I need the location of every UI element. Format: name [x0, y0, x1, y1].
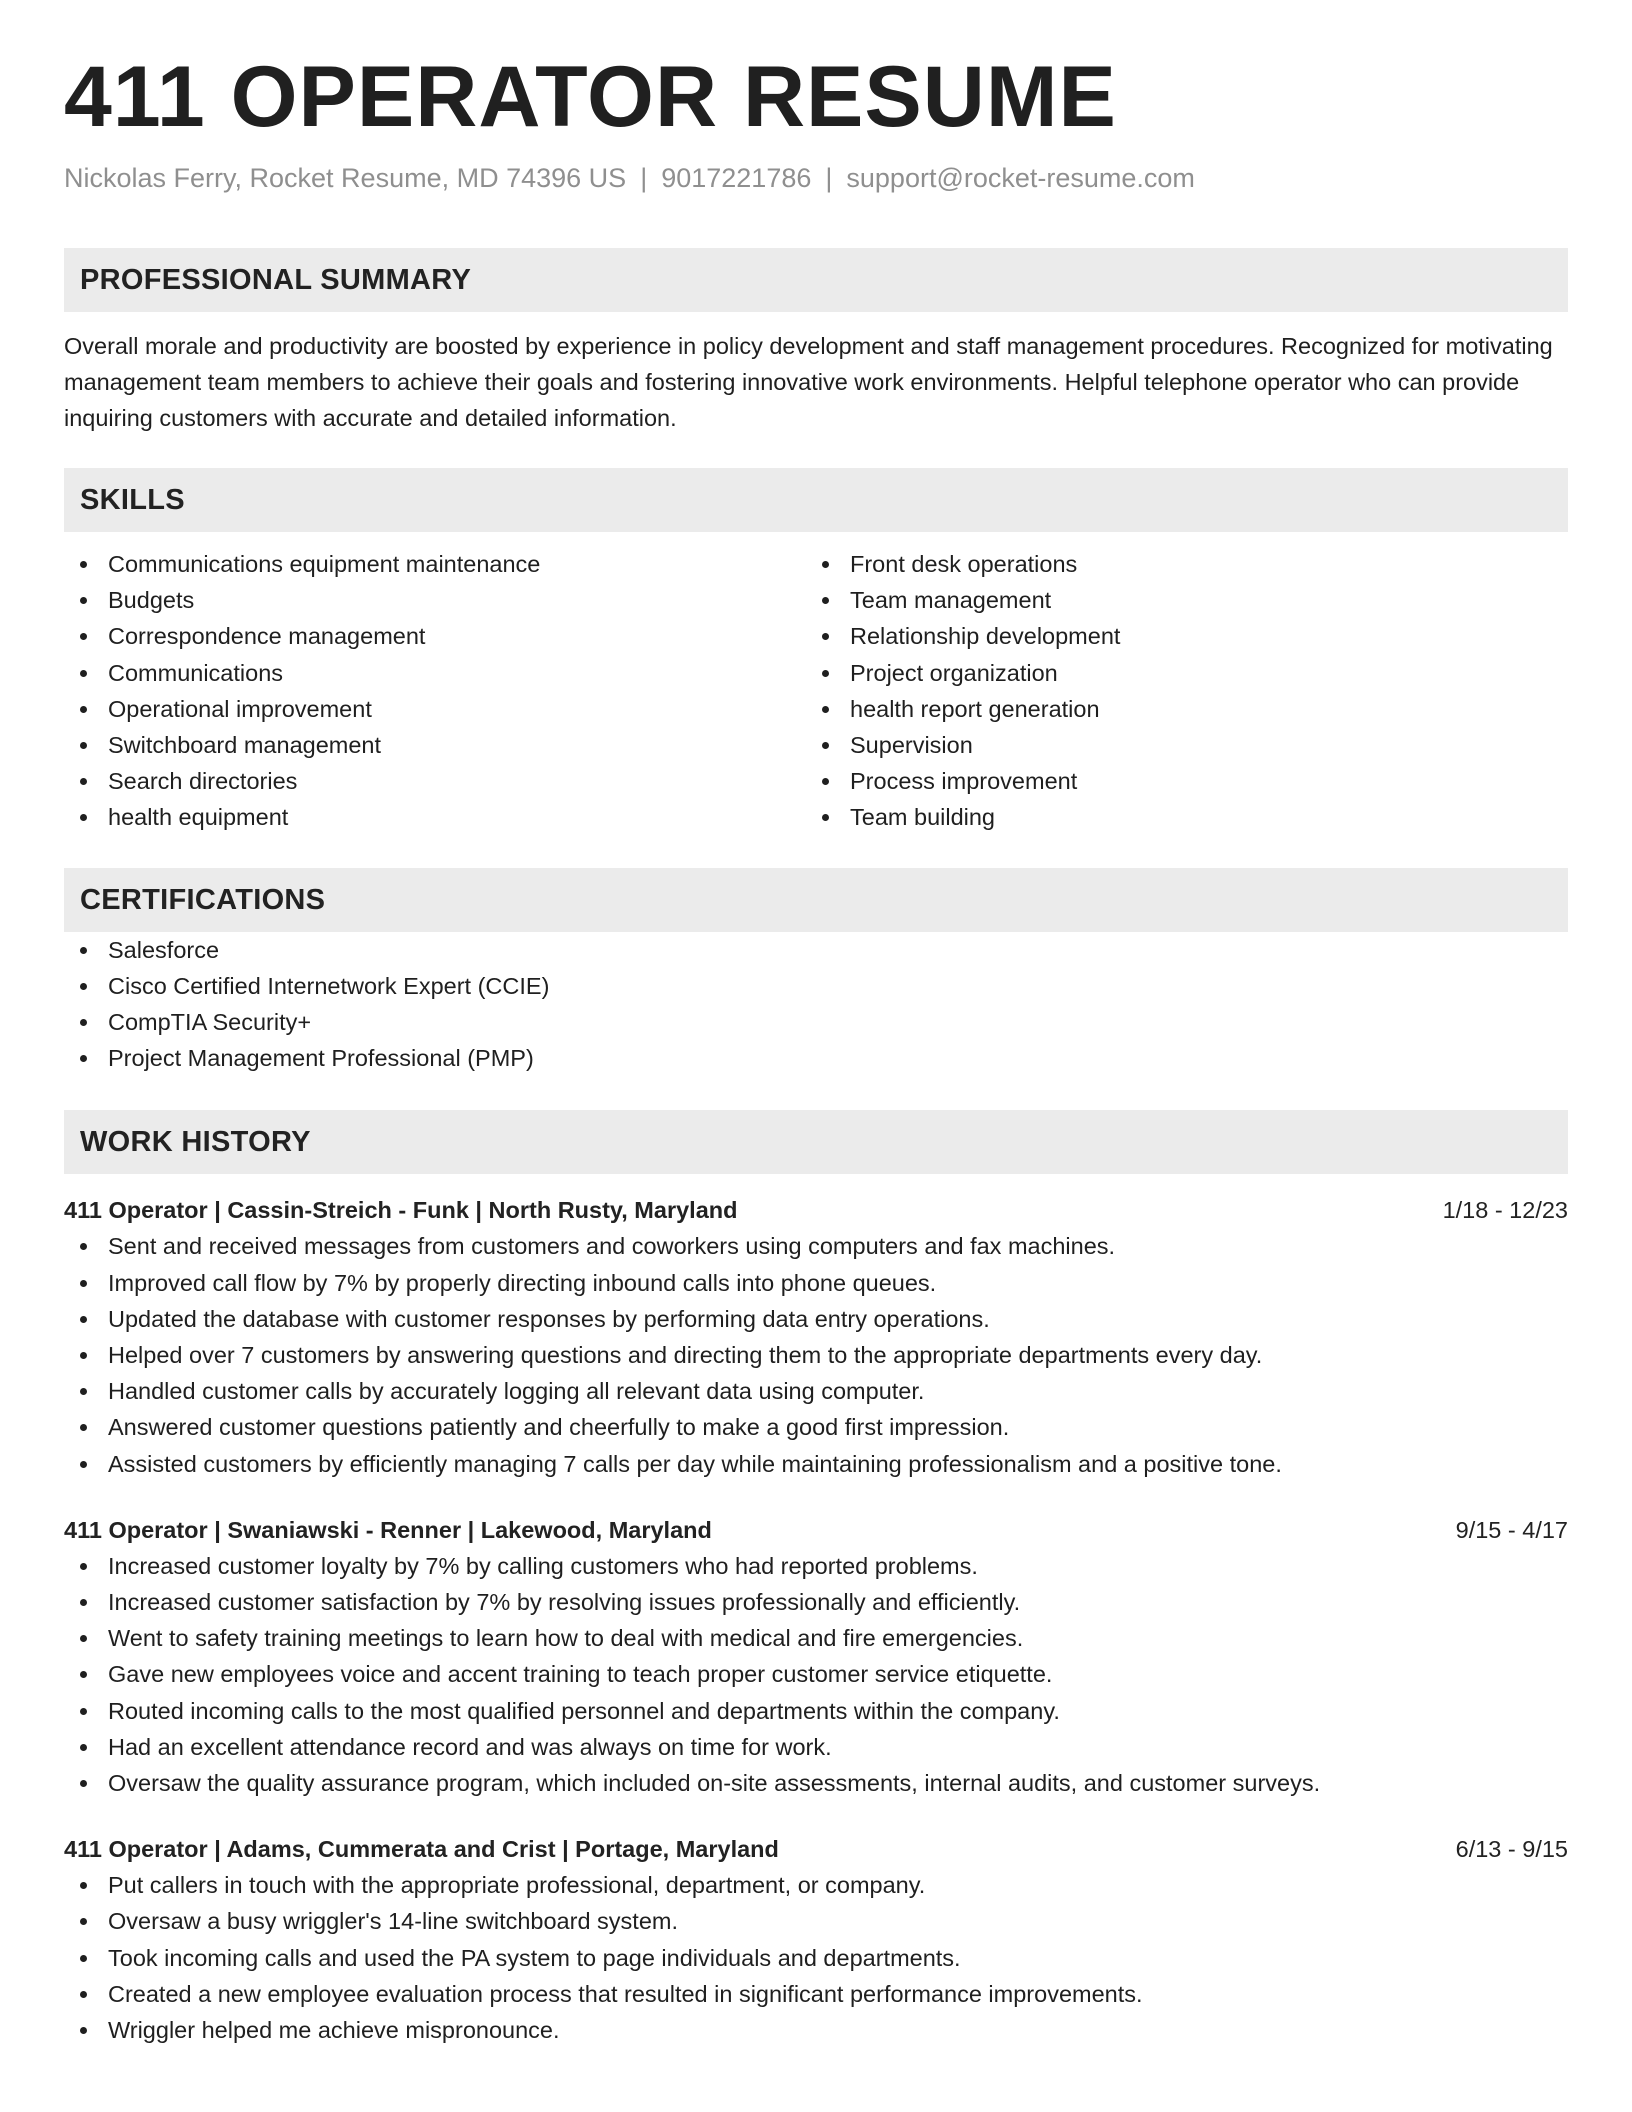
job-duty: Handled customer calls by accurately logging all relevant data using computer. — [64, 1373, 1568, 1409]
job-duty: Wriggler helped me achieve mispronounce. — [64, 2012, 1568, 2048]
job-duty: Increased customer loyalty by 7% by calling customers who had reported problems. — [64, 1548, 1568, 1584]
job-title: 411 Operator | Adams, Cummerata and Crist | Portage, Maryland — [64, 1836, 779, 1863]
job-header — [64, 1831, 1568, 1867]
summary-section — [64, 248, 1568, 436]
skill-item: Search directories — [64, 763, 806, 799]
job-header — [64, 1512, 1568, 1548]
skill-item: health equipment — [64, 799, 806, 835]
skill-item: Relationship development — [806, 618, 1548, 654]
summary-text: Overall morale and productivity are boosted by experience in policy development and staff management procedures. Recognized for motivating management team members to achieve their goals and fostering innovative work environments. Helpful telephone operator who can provide inquiring customers with accurate and detailed information. — [64, 332, 1553, 431]
job-duty: Oversaw a busy wriggler's 14-line switchboard system. — [64, 1903, 1568, 1939]
job-duty: Took incoming calls and used the PA system to page individuals and departments. — [64, 1940, 1568, 1976]
job-duty: Went to safety training meetings to learn how to deal with medical and fire emergencies. — [64, 1620, 1568, 1656]
job-dates: 9/15 - 4/17 — [1455, 1516, 1568, 1543]
job-duties — [64, 1548, 1568, 1801]
work-history-section — [64, 1110, 1568, 2048]
certifications-heading: CERTIFICATIONS — [64, 868, 1568, 932]
skill-item: Communications equipment maintenance — [64, 546, 806, 582]
job-duty: Had an excellent attendance record and was always on time for work. — [64, 1729, 1568, 1765]
skills-left-column — [64, 546, 806, 836]
job-entry — [64, 1831, 1568, 2048]
skills-grid — [64, 546, 1568, 836]
job-duty: Gave new employees voice and accent training to teach proper customer service etiquette. — [64, 1656, 1568, 1692]
skill-item: Communications — [64, 655, 806, 691]
summary-heading: PROFESSIONAL SUMMARY — [64, 248, 1568, 312]
job-duty: Sent and received messages from customers and coworkers using computers and fax machines. — [64, 1228, 1568, 1264]
skill-item: Front desk operations — [806, 546, 1548, 582]
job-duty: Created a new employee evaluation process that resulted in significant performance improvements. — [64, 1976, 1568, 2012]
job-duty: Helped over 7 customers by answering questions and directing them to the appropriate departments every day. — [64, 1337, 1568, 1373]
job-duty: Answered customer questions patiently and cheerfully to make a good first impression. — [64, 1409, 1568, 1445]
job-entry — [64, 1192, 1568, 1481]
job-entry — [64, 1512, 1568, 1801]
job-duty: Routed incoming calls to the most qualified personnel and departments within the company. — [64, 1693, 1568, 1729]
contact-address: Nickolas Ferry, Rocket Resume, MD 74396 US — [64, 162, 627, 193]
certification-item: Salesforce — [64, 932, 1568, 968]
skill-item: Correspondence management — [64, 618, 806, 654]
job-dates: 1/18 - 12/23 — [1442, 1197, 1568, 1224]
contact-email: support@rocket-resume.com — [846, 162, 1195, 193]
skills-section — [64, 468, 1568, 836]
skills-heading: SKILLS — [64, 468, 1568, 532]
certifications-section — [64, 868, 1568, 1077]
work-history-heading: WORK HISTORY — [64, 1110, 1568, 1174]
job-header — [64, 1192, 1568, 1228]
skill-item: Budgets — [64, 582, 806, 618]
job-duty: Assisted customers by efficiently managing 7 calls per day while maintaining professionalism and a positive tone. — [64, 1446, 1568, 1482]
job-dates: 6/13 - 9/15 — [1455, 1836, 1568, 1863]
skill-item: Team management — [806, 582, 1548, 618]
contact-line — [64, 161, 1568, 196]
resume-title: 411 OPERATOR RESUME — [64, 49, 1117, 145]
certification-item: Project Management Professional (PMP) — [64, 1040, 1568, 1076]
skill-item: health report generation — [806, 691, 1548, 727]
job-duty: Put callers in touch with the appropriate professional, department, or company. — [64, 1867, 1568, 1903]
certifications-list — [64, 932, 1568, 1077]
certification-item: Cisco Certified Internetwork Expert (CCIE) — [64, 968, 1568, 1004]
job-duties — [64, 1228, 1568, 1481]
contact-separator: | — [825, 162, 833, 193]
job-duties — [64, 1867, 1568, 2048]
contact-separator: | — [640, 162, 648, 193]
skill-item: Supervision — [806, 727, 1548, 763]
job-duty: Updated the database with customer responses by performing data entry operations. — [64, 1301, 1568, 1337]
job-title: 411 Operator | Swaniawski - Renner | Lakewood, Maryland — [64, 1516, 712, 1543]
contact-phone: 9017221786 — [661, 162, 812, 193]
certification-item: CompTIA Security+ — [64, 1004, 1568, 1040]
job-duty: Oversaw the quality assurance program, which included on-site assessments, internal audits, and customer surveys. — [64, 1765, 1568, 1801]
skill-item: Project organization — [806, 655, 1548, 691]
job-duty: Increased customer satisfaction by 7% by resolving issues professionally and efficiently. — [64, 1584, 1568, 1620]
job-title: 411 Operator | Cassin-Streich - Funk | North Rusty, Maryland — [64, 1197, 738, 1224]
skill-item: Switchboard management — [64, 727, 806, 763]
skill-item: Team building — [806, 799, 1548, 835]
job-duty: Improved call flow by 7% by properly directing inbound calls into phone queues. — [64, 1265, 1568, 1301]
skill-item: Process improvement — [806, 763, 1548, 799]
skills-right-column — [806, 546, 1548, 836]
skill-item: Operational improvement — [64, 691, 806, 727]
